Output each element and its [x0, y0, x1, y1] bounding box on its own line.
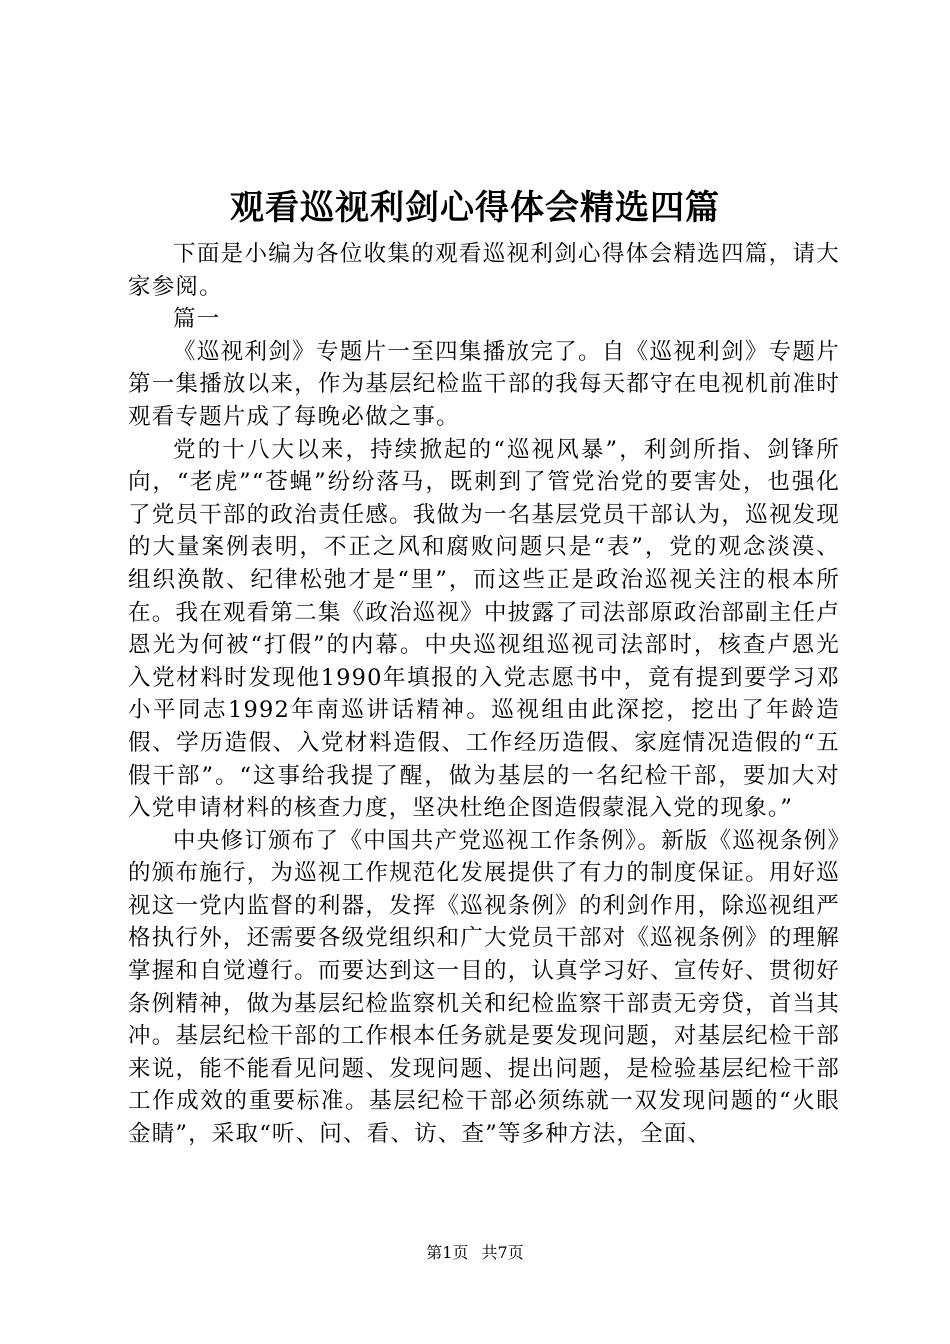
paragraph-intro: 下面是小编为各位收集的观看巡视利剑心得体会精选四篇，请大家参阅。	[128, 241, 840, 300]
paragraph-2: 党的十八大以来，持续掀起的“巡视风暴”，利剑所指、剑锋所向，“老虎”“苍蝇”纷纷落马，既刺到了管党治党的要害处，也强化了党员干部的政治责任感。我做为一名基层党员干部认为，巡视发现的大量案例表明，不正之风和腐败问题只是“表”，党的观念淡漠、组织涣散、纪律松弛才是“里”，而这些正是政治巡视关注的根本所在。我在观看第二集《政治巡视》中披露了司法部原政治部副主任卢恩光为何被“打假”的内幕。中央巡视组巡视司法部时，核查卢恩光入党材料时发现他1990年填报的入党志愿书中，竟有提到要学习邓小平同志1992年南巡讲话精神。巡视组由此深挖，挖出了年龄造假、学历造假、入党材料造假、工作经历造假、家庭情况造假的“五假干部”。“这事给我提了醒，做为基层的一名纪检干部，要加大对入党申请材料的核查力度，坚决杜绝企图造假蒙混入党的现象。”	[128, 436, 840, 822]
page-number: 第1页	[426, 1243, 469, 1262]
page-total: 共7页	[481, 1243, 524, 1262]
page-footer	[0, 1241, 950, 1265]
paragraph-section-heading: 篇一	[173, 306, 221, 333]
paragraph-1: 《巡视利剑》专题片一至四集播放完了。自《巡视利剑》专题片第一集播放以来，作为基层纪检监干部的我每天都守在电视机前准时观看专题片成了每晚必做之事。	[128, 338, 840, 430]
paragraph-3: 中央修订颁布了《中国共产党巡视工作条例》。新版《巡视条例》的颁布施行，为巡视工作规范化发展提供了有力的制度保证。用好巡视这一党内监督的利器，发挥《巡视条例》的利剑作用，除巡视组严格执行外，还需要各级党组织和广大党员干部对《巡视条例》的理解掌握和自觉遵行。而要达到这一目的，认真学习好、宣传好、贯彻好条例精神，做为基层纪检监察机关和纪检监察干部责无旁贷，首当其冲。基层纪检干部的工作根本任务就是要发现问题，对基层纪检干部来说，能不能看见问题、发现问题、提出问题，是检验基层纪检干部工作成效的重要标准。基层纪检干部必须练就一双发现问题的“火眼金睛”，采取“听、问、看、访、查”等多种方法，全面、	[128, 827, 840, 1148]
document-body	[128, 238, 840, 1151]
document-title: 观看巡视利剑心得体会精选四篇	[230, 188, 720, 228]
